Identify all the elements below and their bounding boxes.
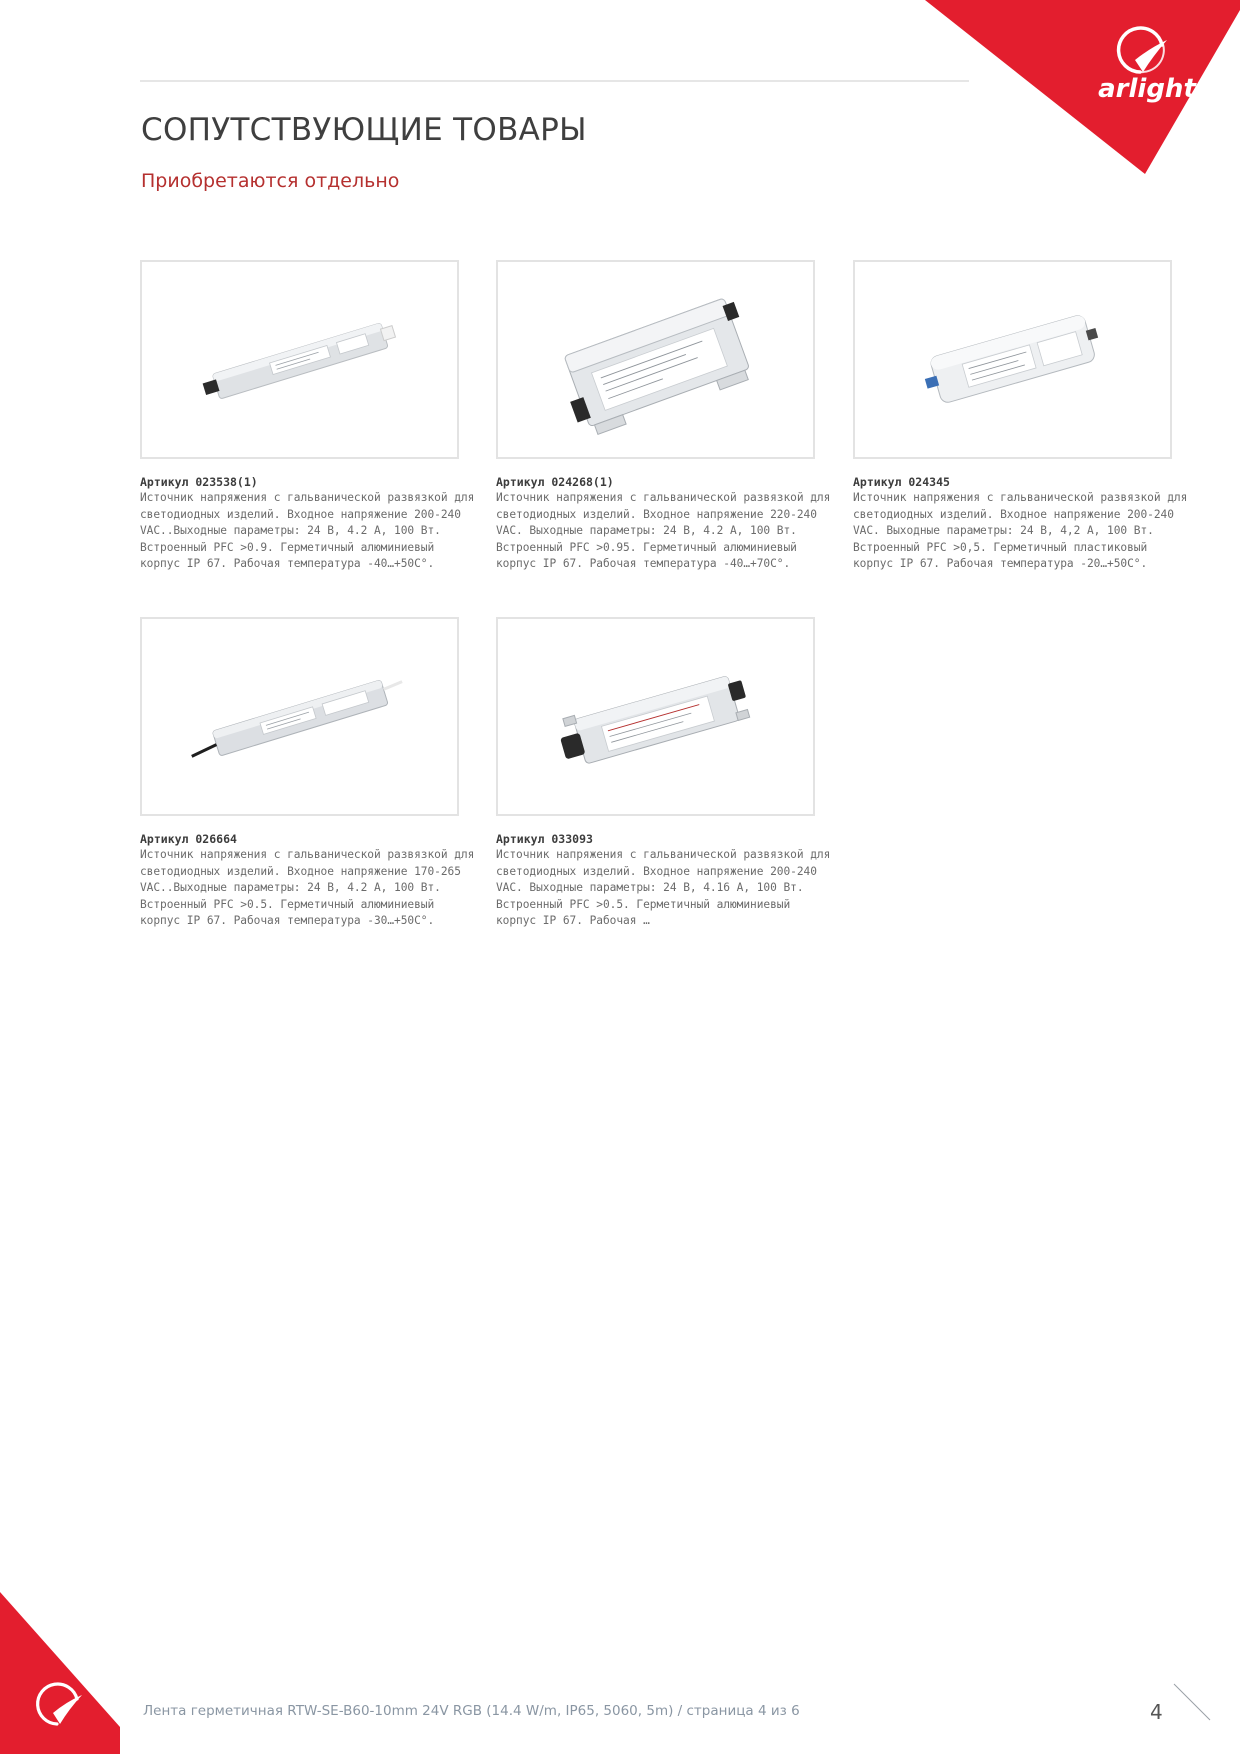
flanged-power-supply-image — [506, 627, 806, 807]
product-description: Источник напряжения с гальванической развязкой для светодиодных изделий. Входное напряжение 200-240 VAC..Выходные параметры: 24 В, 4.2 А, 100 Вт. Встроенный PFC >0.9. Герметичный алюминиевый корпус IP 67. Рабочая температура -40…+50С°. — [140, 491, 475, 570]
product-description: Источник напряжения с гальванической развязкой для светодиодных изделий. Входное напряжение 220-240 VAC. Выходные параметры: 24 В, 4.2 А, 100 Вт. Встроенный PFC >0.95. Герметичный алюминиевый корпус IP 67. Рабочая температура -40…+70С°. — [496, 491, 831, 570]
product-card — [140, 260, 476, 573]
product-image[interactable] — [853, 260, 1172, 459]
product-card — [140, 617, 476, 930]
product-image[interactable] — [140, 260, 459, 459]
product-image[interactable] — [140, 617, 459, 816]
plastic-power-supply-image — [863, 270, 1163, 450]
product-description: Источник напряжения с гальванической развязкой для светодиодных изделий. Входное напряжение 200-240 VAC. Выходные параметры: 24 В, 4,2 А, 100 Вт. Встроенный PFC >0,5. Герметичный пластиковый корпус IP 67. Рабочая температура -20…+50С°. — [853, 491, 1188, 570]
product-card — [496, 617, 832, 930]
product-article[interactable]: Артикул 024268(1) — [496, 475, 614, 489]
product-image[interactable] — [496, 617, 815, 816]
product-article[interactable]: Артикул 033093 — [496, 832, 593, 846]
finned-power-supply-image — [506, 270, 806, 450]
product-card — [853, 260, 1189, 573]
page-subtitle: Приобретаются отдельно — [141, 170, 400, 192]
product-image[interactable] — [496, 260, 815, 459]
slim-power-supply-image — [150, 627, 450, 807]
product-article[interactable]: Артикул 024345 — [853, 475, 950, 489]
brand-triangle — [920, 0, 1240, 180]
product-article[interactable]: Артикул 023538(1) — [140, 475, 258, 489]
brand-name: arlight — [1098, 74, 1196, 104]
product-description: Источник напряжения с гальванической развязкой для светодиодных изделий. Входное напряжение 200-240 VAC. Выходные параметры: 24 В, 4.16 А, 100 Вт. Встроенный PFC >0.5. Герметичный алюминиевый корпус IP 67. Рабочая … — [496, 848, 831, 927]
product-description: Источник напряжения с гальванической развязкой для светодиодных изделий. Входное напряжение 170-265 VAC..Выходные параметры: 24 В, 4.2 А, 100 Вт. Встроенный PFC >0.5. Герметичный алюминиевый корпус IP 67. Рабочая температура -30…+50С°. — [140, 848, 475, 927]
page-title: СОПУТСТВУЮЩИЕ ТОВАРЫ — [141, 112, 587, 148]
footer-document-title: Лента герметичная RTW-SE-B60-10mm 24V RGB (14.4 W/m, IP65, 5060, 5m) / страница 4 из 6 — [143, 1703, 800, 1719]
product-article[interactable]: Артикул 026664 — [140, 832, 237, 846]
brand-corner-bottom — [0, 1592, 120, 1754]
page-number: 4 — [1150, 1700, 1163, 1724]
slim-power-supply-image — [150, 270, 450, 450]
product-card — [496, 260, 832, 573]
page-divider-slash — [1172, 1682, 1212, 1722]
top-divider — [140, 80, 969, 82]
